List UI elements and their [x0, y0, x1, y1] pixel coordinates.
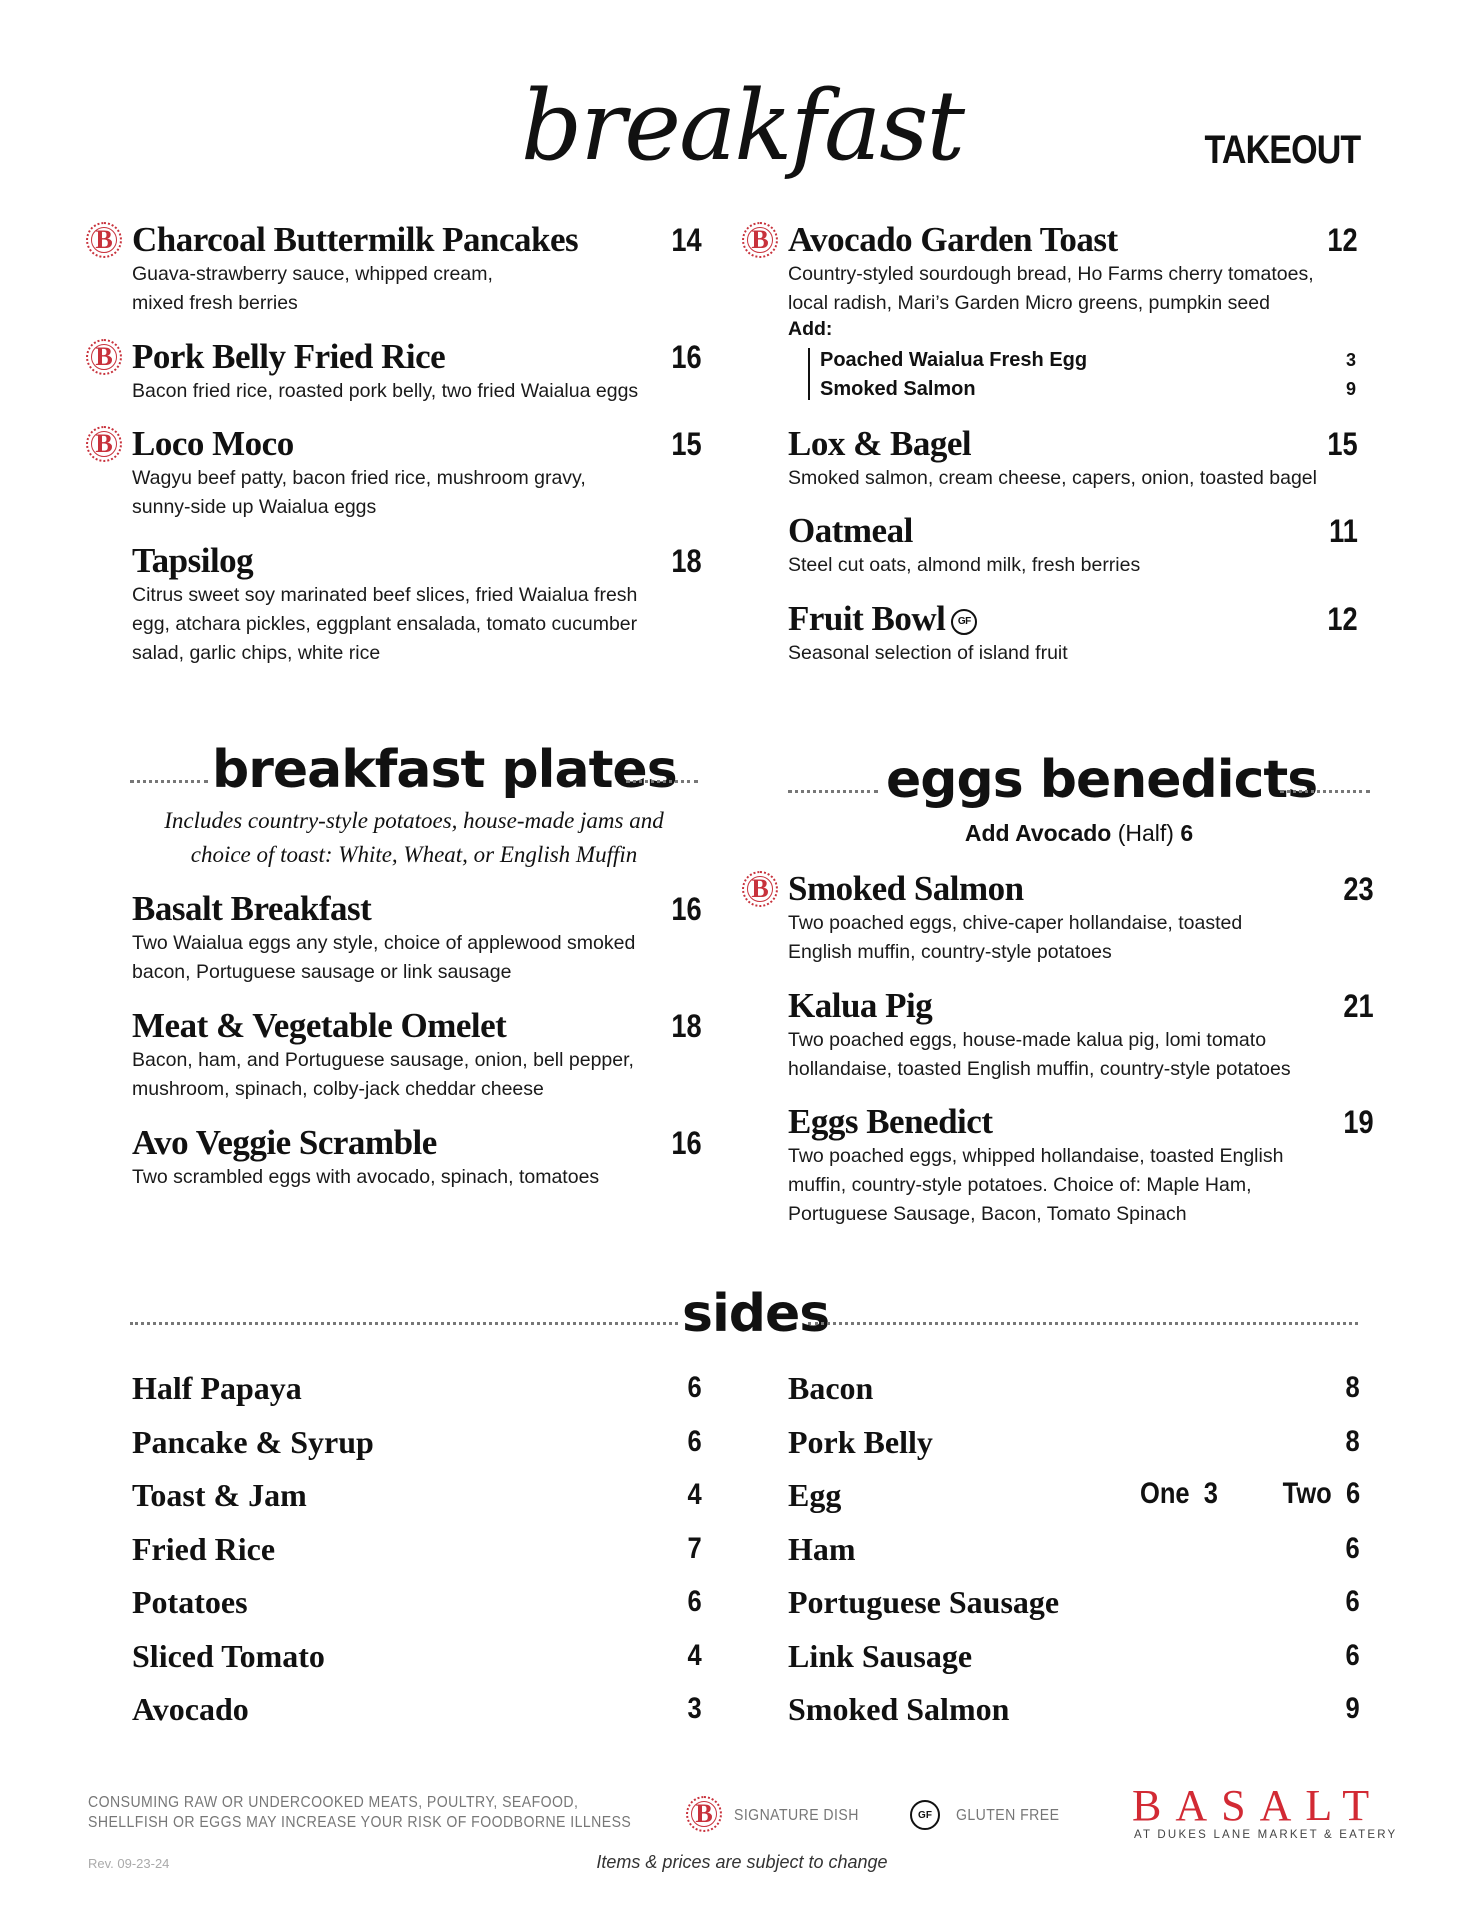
menu-item-description: Bacon fried rice, roasted pork belly, two fried Waialua eggs: [132, 380, 639, 402]
signature-dish-icon: B: [742, 871, 778, 907]
menu-item-price: 18: [671, 543, 702, 579]
side-item-name: Fried Rice: [132, 1530, 276, 1567]
menu-item-name: [788, 424, 1358, 464]
menu-item-description: Bacon, ham, and Portuguese sausage, onion, bell pepper, mushroom, spinach, colby-jack cheddar cheese: [132, 1049, 634, 1100]
menu-item-description: Two poached eggs, chive-caper hollandaise, toasted English muffin, country-style potatoes: [788, 912, 1243, 963]
menu-item-description: Two scrambled eggs with avocado, spinach, tomatoes: [132, 1166, 600, 1188]
side-item-price: 7: [687, 1531, 702, 1565]
side-item: [132, 1422, 702, 1462]
menu-item-description: Steel cut oats, almond milk, fresh berries: [788, 554, 1141, 576]
egg-option-one-price: 3: [1203, 1477, 1218, 1510]
menu-item-name: [132, 889, 702, 929]
menu-item-description: Two poached eggs, whipped hollandaise, toasted English muffin, country-style potatoes. Choice of: Maple Ham, Portuguese Sausage, Bacon, Tomato Spinach: [788, 1145, 1284, 1225]
divider-dots: [130, 1322, 678, 1325]
menu-item-name: [788, 511, 1358, 551]
side-item-price: 4: [687, 1638, 702, 1672]
side-item: [788, 1689, 1360, 1729]
signature-dish-icon: B: [86, 426, 122, 462]
side-item-price: 6: [687, 1585, 702, 1618]
menu-item-name: [788, 220, 1358, 260]
side-item: [132, 1475, 702, 1515]
menu-item-price: 21: [1343, 988, 1374, 1024]
menu-item: [788, 599, 1358, 668]
addon-item: Poached Waialua Fresh Egg: [820, 349, 1088, 371]
menu-item-price: 15: [671, 426, 702, 462]
menu-item-name-text: Fruit Bowl: [788, 599, 946, 638]
menu-item-description: Seasonal selection of island fruit: [788, 642, 1068, 664]
side-item-price: 3: [687, 1692, 702, 1725]
signature-dish-icon: B: [86, 222, 122, 258]
menu-item-description: Country-styled sourdough bread, Ho Farms cherry tomatoes, local radish, Mari’s Garden Micro greens, pumpkin seed: [788, 263, 1314, 314]
menu-item: [132, 1006, 702, 1104]
menu-item-name-text: Oatmeal: [788, 511, 913, 550]
menu-item-name: [788, 1102, 1374, 1142]
plates-subtitle: [130, 804, 698, 872]
menu-item-price: 11: [1329, 513, 1358, 549]
menu-item-price: 16: [671, 891, 702, 927]
side-item: [788, 1475, 1360, 1515]
menu-item-price: 18: [671, 1008, 702, 1044]
side-item: [132, 1689, 702, 1729]
takeout-label: TAKEOUT: [1204, 128, 1360, 172]
menu-item-name-text: Charcoal Buttermilk Pancakes: [132, 220, 579, 259]
menu-item: [132, 889, 702, 987]
addon-price: 3: [1345, 350, 1356, 370]
side-item-price: 4: [687, 1478, 702, 1511]
menu-item: [788, 424, 1358, 493]
side-item: [788, 1422, 1360, 1462]
brand-logo: BASALT: [1132, 1781, 1384, 1830]
gf-badge: GF: [910, 1800, 940, 1830]
plates-subtitle-line: Includes country-style potatoes, house-made jams and: [164, 808, 664, 833]
menu-item-name-text: Kalua Pig: [788, 986, 933, 1025]
side-item-name: Ham: [788, 1530, 856, 1567]
menu-item-name: [132, 337, 702, 377]
menu-item: [788, 986, 1374, 1084]
divider-dots: [626, 780, 698, 783]
menu-item: [95, 337, 702, 406]
divider-dots: [130, 780, 208, 783]
menu-item: [751, 869, 1374, 967]
menu-item-name-text: Eggs Benedict: [788, 1102, 993, 1141]
side-item-price: 9: [1345, 1692, 1360, 1725]
menu-item-description: Wagyu beef patty, bacon fried rice, mushroom gravy, sunny-side up Waialua eggs: [132, 467, 586, 518]
menu-item: [95, 220, 702, 318]
egg-option-one-label: One: [1140, 1477, 1190, 1510]
side-item-name: Portuguese Sausage: [788, 1584, 1060, 1620]
side-item: [132, 1582, 702, 1622]
addon-label: Add:: [788, 318, 833, 340]
menu-item: [132, 1123, 702, 1192]
menu-item-name-text: Smoked Salmon: [788, 869, 1024, 908]
side-item-name: Potatoes: [132, 1584, 248, 1620]
addon-item: Smoked Salmon: [820, 378, 976, 400]
menu-item-name-text: Lox & Bagel: [788, 424, 972, 463]
menu-item-name: [788, 869, 1374, 909]
menu-item-description: Citrus sweet soy marinated beef slices, fried Waialua fresh egg, atchara pickles, eggplant ensalada, tomato cucumber salad, garlic chips, white rice: [132, 584, 638, 664]
menu-item-name: [132, 424, 702, 464]
side-item-price: 6: [1345, 1638, 1360, 1672]
menu-item-price: 12: [1327, 222, 1358, 258]
divider-dots: [808, 1322, 1358, 1325]
side-item: [132, 1368, 702, 1408]
price-disclaimer: Items & prices are subject to change: [596, 1852, 888, 1872]
menu-item-name: [132, 1123, 702, 1163]
side-item-price: 6: [1345, 1585, 1360, 1618]
menu-item-name-text: Avo Veggie Scramble: [132, 1123, 437, 1162]
brand-tagline: AT DUKES LANE MARKET & EATERY: [1134, 1829, 1398, 1841]
divider-dots: [1280, 790, 1370, 793]
side-item-name: Half Papaya: [132, 1370, 302, 1406]
menu-item-name: [132, 220, 702, 260]
menu-item-description: Guava-strawberry sauce, whipped cream, mixed fresh berries: [132, 263, 493, 314]
menu-item: [788, 511, 1358, 580]
gluten-free-icon: GF: [951, 609, 977, 635]
menu-item-name: [788, 986, 1374, 1026]
side-item-name: Toast & Jam: [132, 1477, 307, 1513]
section-heading-plates: breakfast plates: [212, 740, 677, 800]
menu-item-price: 16: [671, 1125, 702, 1161]
menu-item-price: 19: [1343, 1104, 1374, 1140]
side-item-name: Avocado: [132, 1691, 249, 1727]
side-item: [788, 1636, 1360, 1676]
menu-item-name-text: Pork Belly Fried Rice: [132, 337, 446, 376]
side-item-name: Pork Belly: [788, 1423, 933, 1460]
menu-item-price: 15: [1327, 426, 1358, 462]
side-item-name: Bacon: [788, 1370, 874, 1406]
gluten-free-icon: [910, 1800, 940, 1830]
menu-item-name-text: Loco Moco: [132, 424, 294, 463]
plates-subtitle-line: choice of toast: White, Wheat, or English Muffin: [190, 842, 638, 867]
health-warning: [88, 1793, 631, 1833]
signature-dish-icon: B: [686, 1796, 722, 1832]
add-avocado-note: [788, 820, 1370, 847]
side-item-price: 6: [687, 1424, 702, 1458]
menu-item-price: 14: [671, 222, 702, 258]
section-heading-benedicts: eggs benedicts: [886, 750, 1318, 810]
page-title: breakfast: [520, 70, 964, 182]
egg-option-one: [1140, 1474, 1218, 1514]
menu-item-name: [132, 1006, 702, 1046]
menu-item-description: Two poached eggs, house-made kalua pig, lomi tomato hollandaise, toasted English muffin, country-style potatoes: [788, 1029, 1291, 1080]
egg-option-two-label: Two: [1282, 1477, 1332, 1510]
add-avocado-half: (Half): [1117, 820, 1174, 846]
side-item-name: Link Sausage: [788, 1637, 973, 1674]
side-item-name: Smoked Salmon: [788, 1691, 1010, 1727]
divider-dots: [788, 790, 878, 793]
menu-item-name-text: Basalt Breakfast: [132, 889, 372, 928]
add-avocado-label: Add Avocado: [964, 820, 1112, 846]
egg-option-two-price: 6: [1345, 1477, 1360, 1510]
signature-legend-label: SIGNATURE DISH: [734, 1807, 859, 1824]
side-item: [132, 1636, 702, 1676]
addon-divider: [808, 348, 810, 400]
health-warning-line: SHELLFISH OR EGGS MAY INCREASE YOUR RISK OF FOODBORNE ILLNESS: [88, 1814, 632, 1831]
side-item-name: Sliced Tomato: [132, 1637, 325, 1674]
menu-item-price: 12: [1327, 601, 1358, 637]
side-item-price: 8: [1345, 1424, 1360, 1458]
menu-item-description: Smoked salmon, cream cheese, capers, onion, toasted bagel: [788, 467, 1317, 489]
side-item-price: 8: [1345, 1371, 1360, 1404]
menu-item: [95, 424, 702, 522]
side-item: [788, 1368, 1360, 1408]
side-item-price: 6: [687, 1371, 702, 1404]
side-item: [132, 1529, 702, 1569]
menu-item-name-text: Tapsilog: [132, 541, 254, 580]
side-item-price: 6: [1345, 1531, 1360, 1565]
section-heading-sides: sides: [682, 1284, 830, 1344]
side-item: [788, 1529, 1360, 1569]
side-item: [788, 1582, 1360, 1622]
menu-item-name: [788, 599, 1358, 639]
side-item-name: Pancake & Syrup: [132, 1423, 374, 1460]
gluten-free-legend-label: GLUTEN FREE: [956, 1807, 1060, 1824]
menu-item-name: [132, 541, 702, 581]
revision-label: Rev. 09-23-24: [88, 1856, 170, 1871]
menu-item: [751, 220, 1358, 318]
menu-item-name-text: Avocado Garden Toast: [788, 220, 1118, 259]
side-item-name: Egg: [788, 1477, 842, 1513]
menu-item: [788, 1102, 1374, 1229]
health-warning-line: CONSUMING RAW OR UNDERCOOKED MEATS, POULTRY, SEAFOOD,: [88, 1794, 579, 1811]
addon-price: 9: [1345, 379, 1356, 399]
menu-item: [132, 541, 702, 668]
menu-item-price: 16: [671, 339, 702, 375]
menu-item-price: 23: [1343, 871, 1374, 907]
egg-option-two: [1283, 1474, 1360, 1514]
menu-item-description: Two Waialua eggs any style, choice of applewood smoked bacon, Portuguese sausage or link sausage: [132, 932, 636, 983]
signature-dish-icon: B: [742, 222, 778, 258]
signature-dish-icon: B: [86, 339, 122, 375]
menu-item-name-text: Meat & Vegetable Omelet: [132, 1006, 507, 1045]
add-avocado-price: 6: [1180, 820, 1194, 846]
